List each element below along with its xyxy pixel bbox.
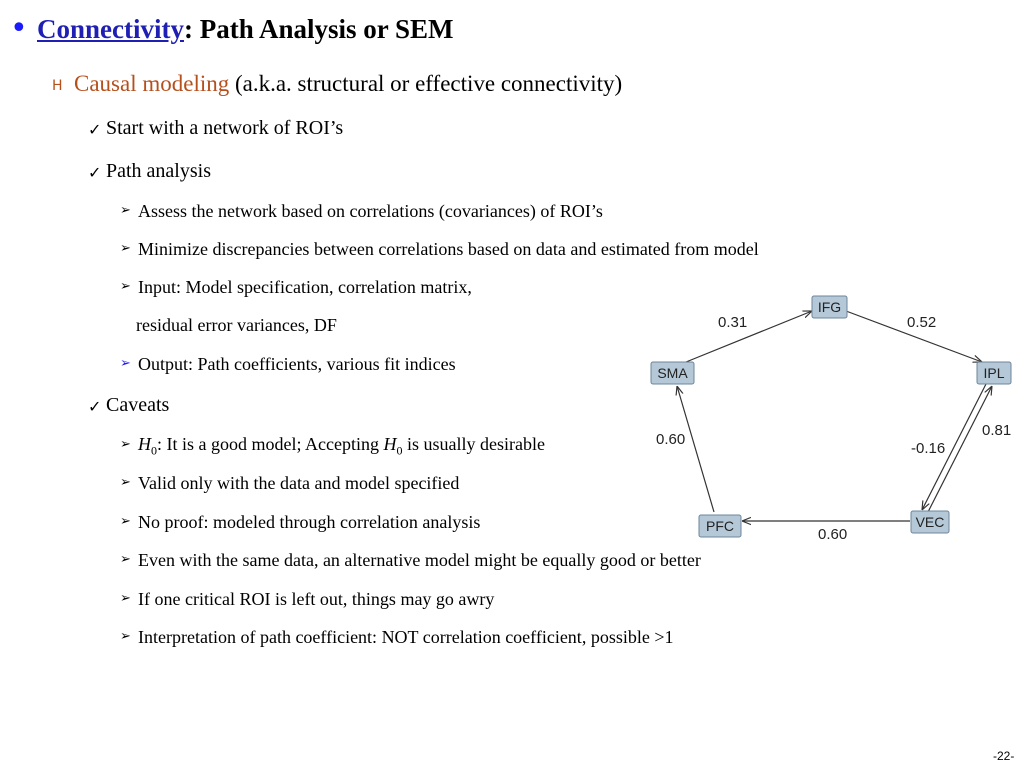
edge-sma-ifg <box>686 311 812 362</box>
list-item: Caveats <box>106 394 170 416</box>
h0-text-1: : It is a good model; Accepting <box>157 434 384 454</box>
list-item: Assess the network based on correlations (covariances) of ROI’s <box>138 201 603 221</box>
page-number: -22- <box>993 749 1015 763</box>
h0-subscript: 0 <box>396 443 403 458</box>
node-label: IFG <box>817 299 842 315</box>
arrow-bullet-icon: ➢ <box>120 437 131 452</box>
edge-label: -0.16 <box>911 440 946 457</box>
check-bullet-icon: ✓ <box>88 120 102 139</box>
h0-symbol: H <box>138 434 151 454</box>
node-sma <box>651 362 694 384</box>
node-label: SMA <box>657 365 688 381</box>
node-label: VEC <box>915 514 945 530</box>
list-item: Path analysis <box>106 160 211 182</box>
list-item: Input: Model specification, correlation matrix, <box>138 277 472 297</box>
list-item: Valid only with the data and model specified <box>138 473 460 493</box>
arrow-bullet-icon: ➢ <box>120 475 131 490</box>
edge-label: 0.81 <box>982 422 1012 439</box>
node-vec <box>911 511 949 533</box>
causal-modeling-label: Causal modeling <box>74 71 230 96</box>
node-pfc <box>699 515 741 537</box>
list-item: Start with a network of ROI’s <box>106 117 344 139</box>
arrow-bullet-icon: ➢ <box>120 356 131 371</box>
check-bullet-icon: ✓ <box>88 163 102 182</box>
list-item: Even with the same data, an alternative model might be equally good or better <box>138 550 701 570</box>
node-ifg <box>812 296 847 318</box>
arrow-bullet-icon: ➢ <box>120 552 131 567</box>
connectivity-link[interactable]: Connectivity <box>37 14 184 44</box>
h0-subscript: 0 <box>151 443 157 458</box>
list-item: No proof: modeled through correlation analysis <box>138 512 481 532</box>
arrow-bullet-icon: ➢ <box>120 279 131 294</box>
node-label: PFC <box>706 518 734 534</box>
h0-symbol: H <box>383 434 397 454</box>
arrow-bullet-icon: ➢ <box>120 514 131 529</box>
list-item-continuation: residual error variances, DF <box>136 315 337 335</box>
heading-bullet: • <box>10 11 28 46</box>
arrow-bullet-icon: ➢ <box>120 629 131 644</box>
arrow-bullet-icon: ➢ <box>120 241 131 256</box>
node-ipl <box>977 362 1011 384</box>
arrow-bullet-icon: ➢ <box>120 591 131 606</box>
edge-label: 0.52 <box>907 314 937 331</box>
causal-modeling-rest: (a.k.a. structural or effective connectivity) <box>229 71 623 96</box>
list-item: If one critical ROI is left out, things may go awry <box>138 589 495 609</box>
hourglass-bullet-icon: H <box>52 78 63 94</box>
edge-label: 0.60 <box>818 526 848 543</box>
edge-pfc-sma <box>677 386 714 512</box>
list-item: Interpretation of path coefficient: NOT correlation coefficient, possible >1 <box>138 627 674 647</box>
arrow-bullet-icon: ➢ <box>120 203 131 218</box>
edge-label: 0.31 <box>718 314 748 331</box>
list-item: Minimize discrepancies between correlations based on data and estimated from model <box>138 239 759 259</box>
edge-label: 0.60 <box>656 431 686 448</box>
h0-text-2: is usually desirable <box>402 434 545 454</box>
check-bullet-icon: ✓ <box>88 397 102 416</box>
list-item: Output: Path coefficients, various fit indices <box>138 354 456 374</box>
page-title-rest: : Path Analysis or SEM <box>183 14 454 44</box>
node-label: IPL <box>983 365 1005 381</box>
